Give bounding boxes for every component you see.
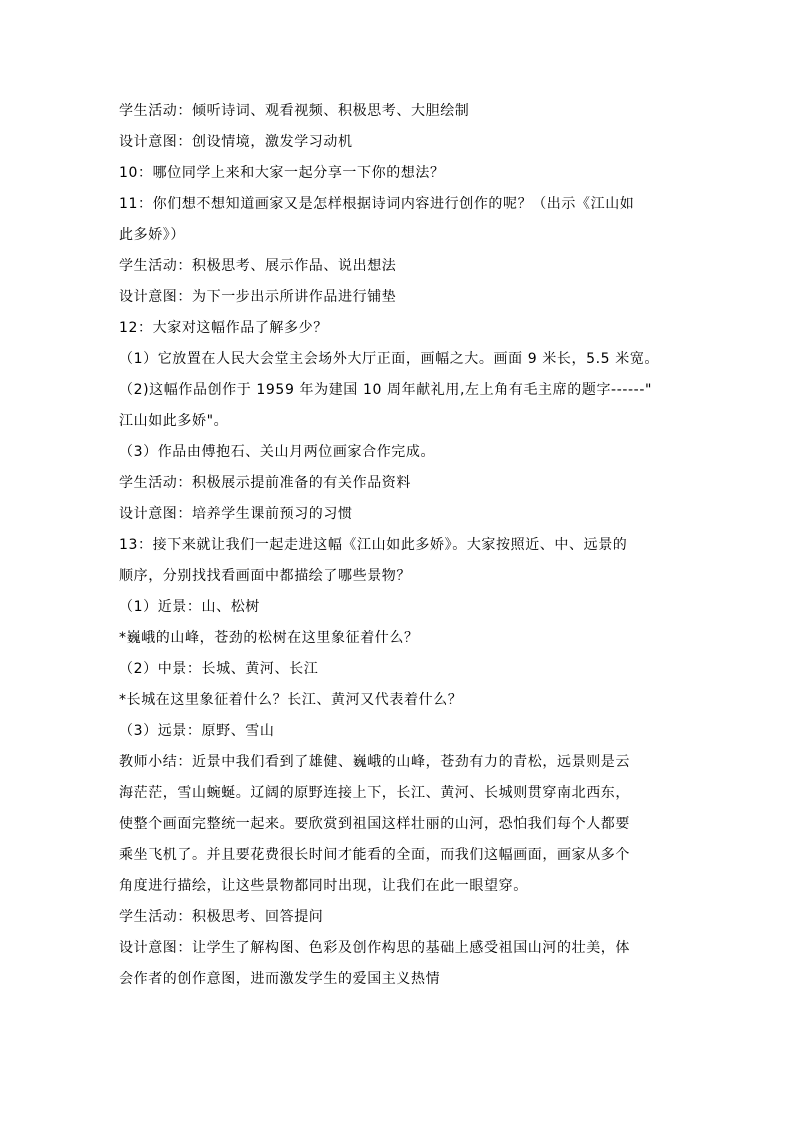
text-line-foreground-question: *巍峨的山峰，苍劲的松树在这里象征着什么？ [119,630,419,646]
text-line-design-intent-3: 设计意图：培养学生课前预习的习惯 [119,506,353,522]
text-line-design-intent-4-cont: 会作者的创作意图，进而激发学生的爱国主义热情 [119,971,441,987]
text-line-foreground: （1）近景：山、松树 [119,599,260,615]
text-line-step-11-cont: 此多娇》） [119,227,185,243]
text-line-teacher-summary-4: 乘坐飞机了。并且要花费很长时间才能看的全面，而我们这幅画面，画家从多个 [119,847,630,863]
text-line-student-activity-2: 学生活动：积极思考、展示作品、说出想法 [119,258,397,274]
text-line-fact-2-cont: 江山如此多娇"。 [119,413,229,429]
text-line-design-intent-4: 设计意图：让学生了解构图、色彩及创作构思的基础上感受祖国山河的壮美，体 [119,940,630,956]
text-line-student-activity-3: 学生活动：积极展示提前准备的有关作品资料 [119,475,411,491]
text-line-middleground: （2）中景：长城、黄河、长江 [119,661,319,677]
text-line-step-11: 11：你们想不想知道画家又是怎样根据诗词内容进行创作的呢？（出示《江山如 [119,196,635,212]
text-line-step-13: 13：接下来就让我们一起走进这幅《江山如此多娇》。大家按照近、中、远景的 [119,537,628,553]
text-line-step-10: 10：哪位同学上来和大家一起分享一下你的想法？ [119,165,445,181]
text-line-background: （3）远景：原野、雪山 [119,723,275,739]
text-line-fact-2: （2)这幅作品创作于 1959 年为建国 10 周年献礼用,左上角有毛主席的题字------" [119,382,653,398]
text-line-teacher-summary-3: 使整个画面完整统一起来。要欣赏到祖国这样壮丽的山河，恐怕我们每个人都要 [119,816,630,832]
text-line-student-activity-4: 学生活动：积极思考、回答提问 [119,909,324,925]
text-line-fact-3: （3）作品由傅抱石、关山月两位画家合作完成。 [119,444,436,460]
text-line-step-13-cont: 顺序，分别找找看画面中都描绘了哪些景物？ [119,568,411,584]
text-line-step-12: 12：大家对这幅作品了解多少？ [119,320,328,336]
text-line-design-intent-1: 设计意图：创设情境，激发学习动机 [119,134,353,150]
text-line-teacher-summary-5: 角度进行描绘，让这些景物都同时出现，让我们在此一眼望穿。 [119,878,528,894]
text-line-teacher-summary-1: 教师小结：近景中我们看到了雄健、巍峨的山峰，苍劲有力的青松，远景则是云 [119,754,630,770]
text-line-teacher-summary-2: 海茫茫，雪山蜿蜒。辽阔的原野连接上下，长江、黄河、长城则贯穿南北西东， [119,785,630,801]
text-line-middleground-question: *长城在这里象征着什么？长江、黄河又代表着什么？ [119,692,463,708]
lesson-plan-text [119,96,679,995]
text-line-student-activity-1: 学生活动：倾听诗词、观看视频、积极思考、大胆绘制 [119,103,470,119]
text-line-fact-1: （1）它放置在人民大会堂主会场外大厅正面，画幅之大。画面 9 米长，5.5 米宽。 [119,351,660,367]
text-line-design-intent-2: 设计意图：为下一步出示所讲作品进行铺垫 [119,289,397,305]
